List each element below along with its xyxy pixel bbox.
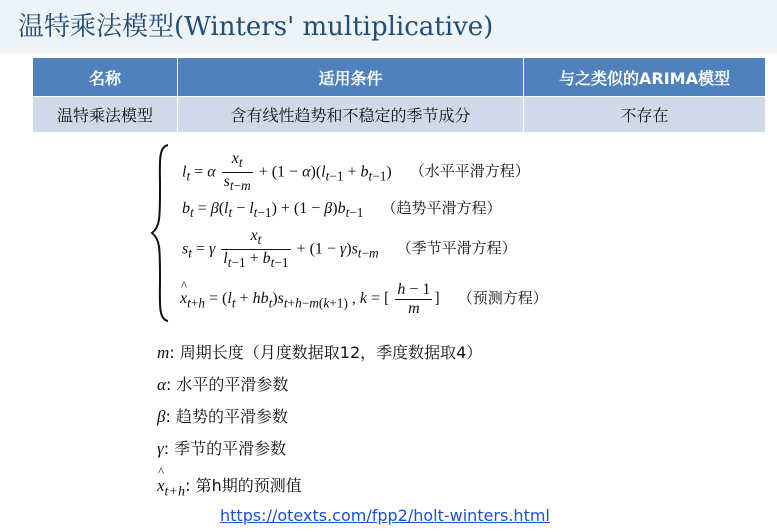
- table-row: [33, 97, 766, 133]
- equation-trend: $b_t = \beta(l_t - l_{t-1}) + (1 - \beta)b_{t-1}$ （趋势平滑方程）: [182, 199, 502, 221]
- header-name: 名称: [33, 58, 178, 97]
- note-level: （水平平滑方程）: [409, 162, 530, 181]
- definition-beta: β: 趋势的平滑参数: [157, 407, 288, 426]
- definition-alpha: α: 水平的平滑参数: [157, 375, 289, 394]
- equation-season: $s_t = \gamma$ $\frac{x_t}{l_{t-1} + b_{t-1}}$ + $(1 - \gamma)s_{t-m}$ （季节平滑方程）: [182, 227, 517, 271]
- definition-m: m: 周期长度（月度数据取12，季度数据取4）: [157, 343, 483, 362]
- reference-link[interactable]: https://otexts.com/fpp2/holt-winters.html: [220, 506, 550, 525]
- slide-title: 温特乘法模型(Winters' multiplicative): [18, 12, 494, 42]
- left-brace-icon: [150, 143, 172, 323]
- note-forecast: （预测方程）: [457, 289, 548, 308]
- equation-level: $l_t = \alpha$ $\frac{x_t}{s_{t-m}}$ + $(1 - \alpha)(l_{t-1} + b_{t-1})$ （水平平滑方程）: [182, 150, 530, 194]
- table-header-row: [33, 58, 766, 97]
- cell-arima: 不存在: [524, 97, 766, 133]
- header-condition: 适用条件: [178, 58, 524, 97]
- definition-forecast-value: ^ $x_{t+h}$: 第h期的预测值: [157, 473, 302, 500]
- cell-condition: 含有线性趋势和不稳定的季节成分: [178, 97, 524, 133]
- note-trend: （趋势平滑方程）: [381, 199, 502, 217]
- note-season: （季节平滑方程）: [396, 239, 517, 258]
- comparison-table: [32, 57, 766, 133]
- equation-forecast: ^ $x_{t+h} = (l_t + hb_t)s_{t+h-m(k+1)}$ , k = [ $\frac{h - 1}{m}$ ] （预测方程）: [180, 281, 548, 318]
- definition-gamma: γ: 季节的平滑参数: [157, 439, 287, 458]
- header-arima: 与之类似的ARIMA模型: [524, 58, 766, 97]
- title-bar: [0, 0, 777, 54]
- cell-model-name: 温特乘法模型: [33, 97, 178, 133]
